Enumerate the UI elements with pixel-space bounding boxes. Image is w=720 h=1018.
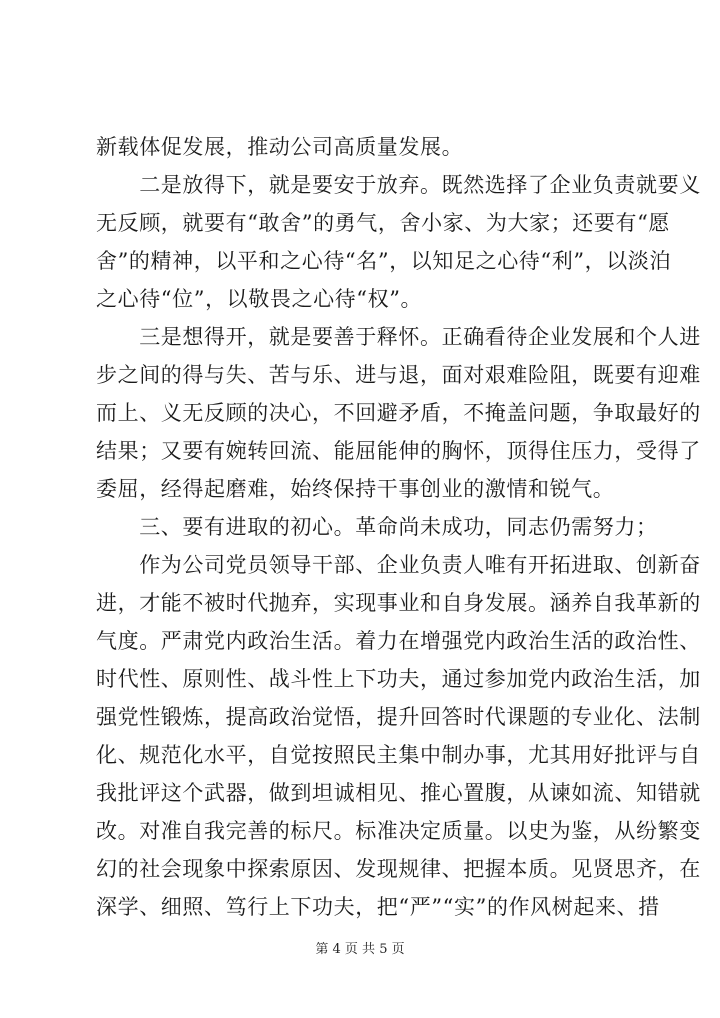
text-line: 强党性锻炼，提高政治觉悟，提升回答时代课题的专业化、法制 — [96, 705, 701, 729]
text-line: 舍”的精神，以平和之心待“名”，以知足之心待“利”，以淡泊 — [96, 249, 672, 273]
page-footer — [0, 938, 720, 957]
text-line: 化、规范化水平，自觉按照民主集中制办事，尤其用好批评与自 — [96, 743, 701, 767]
text-line: 新载体促发展，推动公司高质量发展。 — [96, 135, 464, 159]
text-line: 改。对准自我完善的标尺。标准决定质量。以史为鉴，从纷繁变 — [96, 819, 701, 843]
text-line: 深学、细照、笃行上下功夫，把“严”“实”的作风树起来、措 — [96, 895, 660, 919]
text-line: 结果；又要有婉转回流、能屈能伸的胸怀，顶得住压力，受得了 — [96, 439, 701, 463]
text-line: 三、要有进取的初心。革命尚未成功，同志仍需努力； — [96, 515, 658, 539]
page-number-label: 第 4 页 共 5 页 — [315, 942, 405, 957]
text-line: 幻的社会现象中探索原因、发现规律、把握本质。见贤思齐，在 — [96, 857, 701, 881]
text-line: 时代性、原则性、战斗性上下功夫，通过参加党内政治生活，加 — [96, 667, 701, 691]
text-line: 无反顾，就要有“敢舍”的勇气，舍小家、为大家；还要有“愿 — [96, 211, 671, 235]
text-line: 而上、义无反顾的决心，不回避矛盾，不掩盖问题，争取最好的 — [96, 401, 701, 425]
text-line: 二是放得下，就是要安于放弃。既然选择了企业负责就要义 — [96, 173, 701, 197]
text-line: 委屈，经得起磨难，始终保持干事创业的激情和锐气。 — [96, 477, 615, 501]
text-line: 之心待“位”，以敬畏之心待“权”。 — [96, 287, 423, 311]
text-line: 步之间的得与失、苦与乐、进与退，面对艰难险阻，既要有迎难 — [96, 363, 701, 387]
text-line: 进，才能不被时代抛弃，实现事业和自身发展。涵养自我革新的 — [96, 591, 701, 615]
text-line: 我批评这个武器，做到坦诚相见、推心置腹，从谏如流、知错就 — [96, 781, 701, 805]
text-line: 作为公司党员领导干部、企业负责人唯有开拓进取、创新奋 — [96, 553, 701, 577]
text-line: 气度。严肃党内政治生活。着力在增强党内政治生活的政治性、 — [96, 629, 701, 653]
document-body — [96, 128, 701, 926]
text-line: 三是想得开，就是要善于释怀。正确看待企业发展和个人进 — [96, 325, 701, 349]
